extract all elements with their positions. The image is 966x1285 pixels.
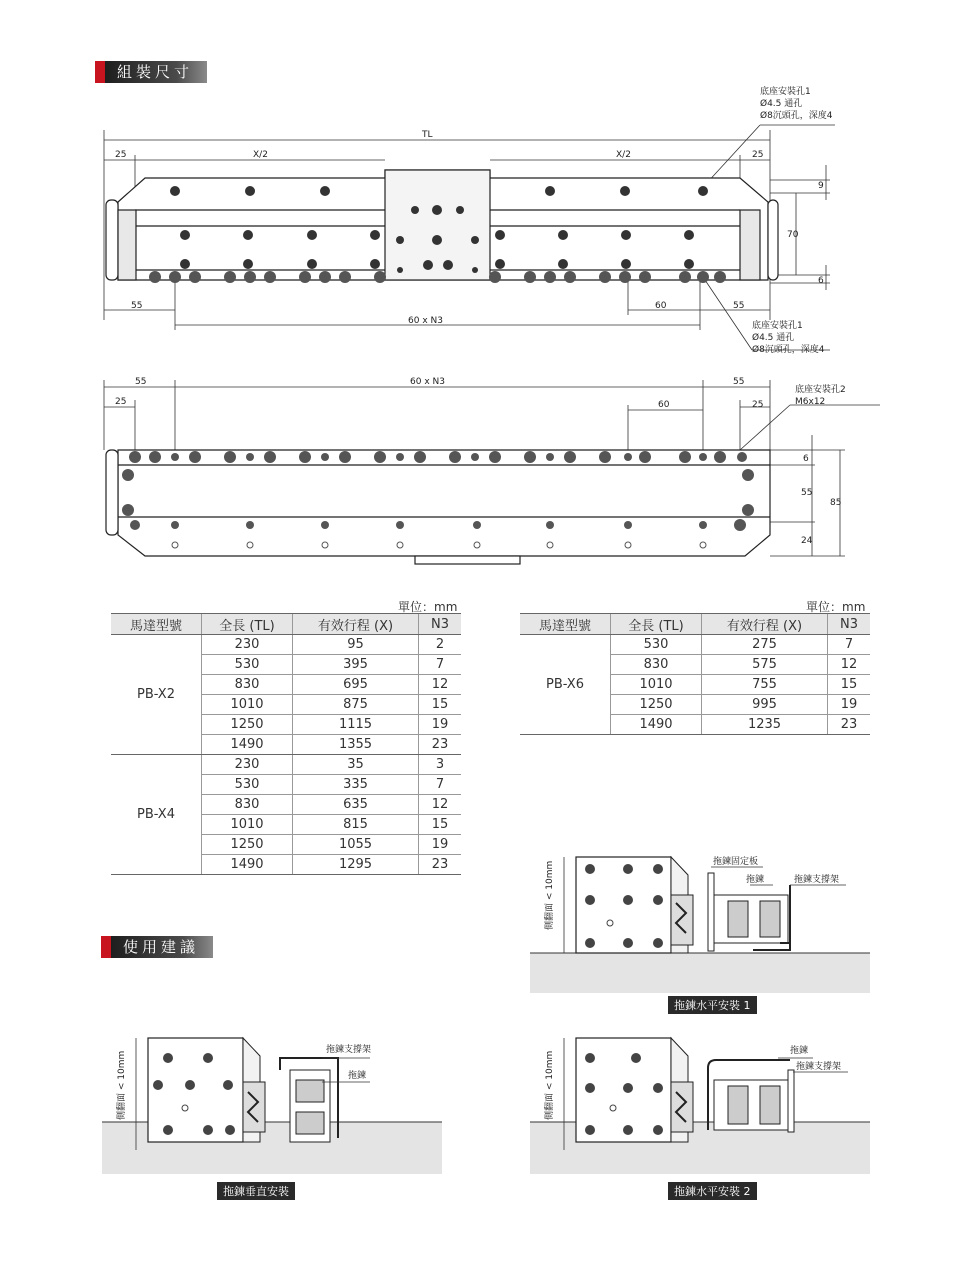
assembly-title: 組裝尺寸	[105, 61, 207, 83]
cell: 19	[828, 695, 871, 715]
usage-vertical-diagram	[100, 1030, 445, 1180]
cell: 95	[293, 635, 419, 655]
side-view-drawing	[0, 370, 966, 575]
dim-9: 9	[818, 181, 824, 191]
label-chain-plate: 拖鍊固定板	[713, 857, 759, 867]
cell: 830	[202, 795, 293, 815]
col-stroke: 有效行程 (X)	[702, 614, 828, 635]
cell: 19	[419, 835, 462, 855]
col-length: 全長 (TL)	[202, 614, 293, 635]
cell: 635	[293, 795, 419, 815]
dim-60: 60	[655, 301, 667, 311]
cell: 1355	[293, 735, 419, 755]
dim-25-right: 25	[752, 150, 764, 160]
cell: 230	[202, 755, 293, 775]
label-chain: 拖鍊	[790, 1046, 809, 1056]
note-line1: 底座安裝孔2	[795, 385, 846, 395]
cell: 1115	[293, 715, 419, 735]
col-model: 馬達型號	[520, 614, 611, 635]
cell: 2	[419, 635, 462, 655]
usage-horizontal-2-diagram	[528, 1030, 873, 1180]
cell: 695	[293, 675, 419, 695]
col-stroke: 有效行程 (X)	[293, 614, 419, 635]
model-cell: PB-X6	[520, 635, 611, 735]
cell: 7	[419, 655, 462, 675]
cell: 830	[202, 675, 293, 695]
cell: 530	[202, 775, 293, 795]
side-gap-label: 側翻面 < 10mm	[545, 1050, 555, 1120]
dim-85: 85	[830, 498, 842, 508]
cell: 275	[702, 635, 828, 655]
dim-25-left: 25	[115, 397, 127, 407]
cell: 755	[702, 675, 828, 695]
usage-horizontal-1-caption: 拖鍊水平安裝 1	[668, 996, 757, 1014]
cell: 23	[419, 855, 462, 875]
cell: 1250	[611, 695, 702, 715]
cell: 23	[828, 715, 871, 735]
note-top-line2: Ø4.5 通孔	[760, 99, 803, 109]
cell: 1490	[202, 855, 293, 875]
cell: 530	[611, 635, 702, 655]
cell: 12	[419, 675, 462, 695]
note-line2: M6x12	[795, 397, 826, 407]
cell: 230	[202, 635, 293, 655]
note-bottom-line2: Ø4.5 通孔	[752, 333, 795, 343]
usage-horizontal-1-diagram	[528, 845, 873, 995]
right-unit-label: 單位：mm	[806, 600, 866, 614]
dim-6: 6	[818, 276, 824, 286]
cell: 1010	[202, 815, 293, 835]
top-view-drawing	[0, 80, 966, 360]
col-n3: N3	[419, 614, 462, 635]
side-gap-label: 側翻面 < 10mm	[545, 860, 555, 930]
cell: 875	[293, 695, 419, 715]
cell: 1490	[202, 735, 293, 755]
label-chain: 拖鍊	[348, 1071, 367, 1081]
dim-55-left: 55	[135, 377, 147, 387]
cell: 335	[293, 775, 419, 795]
cell: 1010	[611, 675, 702, 695]
dim-55-right: 55	[733, 377, 745, 387]
col-model: 馬達型號	[111, 614, 202, 635]
cell: 15	[419, 695, 462, 715]
usage-title: 使用建議	[111, 936, 213, 958]
side-gap-label: 側翻面 < 10mm	[117, 1050, 127, 1120]
cell: 1250	[202, 835, 293, 855]
table-row	[111, 635, 461, 655]
dim-55-left: 55	[131, 301, 143, 311]
col-n3: N3	[828, 614, 871, 635]
cell: 12	[828, 655, 871, 675]
label-chain: 拖鍊	[746, 875, 765, 885]
dim-55-right: 55	[733, 301, 745, 311]
col-length: 全長 (TL)	[611, 614, 702, 635]
dim-25-right: 25	[752, 400, 764, 410]
cell: 830	[611, 655, 702, 675]
cell: 1235	[702, 715, 828, 735]
cell: 1295	[293, 855, 419, 875]
label-chain-support: 拖鍊支撐架	[796, 1062, 842, 1072]
cell: 1250	[202, 715, 293, 735]
right-table-body	[520, 635, 870, 735]
right-spec-table	[520, 613, 870, 735]
usage-vertical-caption: 拖鍊垂直安裝	[217, 1182, 295, 1200]
dim-tl: TL	[422, 130, 433, 140]
label-chain-support: 拖鍊支撐架	[794, 875, 840, 885]
dim-24: 24	[801, 536, 813, 546]
table-row	[111, 755, 461, 775]
note-bottom-line3: Ø8沉頭孔，深度4	[752, 345, 825, 355]
usage-section-header	[101, 936, 213, 958]
table-header-row	[520, 614, 870, 635]
header-accent	[101, 936, 111, 958]
cell: 1490	[611, 715, 702, 735]
left-spec-table	[111, 613, 461, 875]
dim-x2-left: X/2	[253, 150, 268, 160]
dim-60: 60	[658, 400, 670, 410]
usage-horizontal-2-caption: 拖鍊水平安裝 2	[668, 1182, 757, 1200]
dim-70: 70	[787, 230, 799, 240]
cell: 23	[419, 735, 462, 755]
cell: 815	[293, 815, 419, 835]
dim-25-left: 25	[115, 150, 127, 160]
cell: 3	[419, 755, 462, 775]
table-row	[520, 635, 870, 655]
model-cell: PB-X4	[111, 755, 202, 875]
left-table-body	[111, 635, 461, 875]
cell: 1055	[293, 835, 419, 855]
cell: 15	[828, 675, 871, 695]
cell: 7	[419, 775, 462, 795]
note-bottom-line1: 底座安裝孔1	[752, 321, 803, 331]
dim-55: 55	[801, 488, 813, 498]
dim-x2-right: X/2	[616, 150, 631, 160]
cell: 15	[419, 815, 462, 835]
label-chain-support: 拖鍊支撐架	[326, 1045, 372, 1055]
note-top-line3: Ø8沉頭孔，深度4	[760, 111, 833, 121]
dim-60xn3: 60 x N3	[408, 316, 443, 326]
cell: 35	[293, 755, 419, 775]
cell: 12	[419, 795, 462, 815]
cell: 530	[202, 655, 293, 675]
left-unit-label: 單位：mm	[398, 600, 458, 614]
cell: 7	[828, 635, 871, 655]
dim-6: 6	[803, 454, 809, 464]
note-top-line1: 底座安裝孔1	[760, 87, 811, 97]
table-header-row	[111, 614, 461, 635]
model-cell: PB-X2	[111, 635, 202, 755]
cell: 19	[419, 715, 462, 735]
cell: 395	[293, 655, 419, 675]
dim-60xn3: 60 x N3	[410, 377, 445, 387]
cell: 1010	[202, 695, 293, 715]
cell: 995	[702, 695, 828, 715]
cell: 575	[702, 655, 828, 675]
